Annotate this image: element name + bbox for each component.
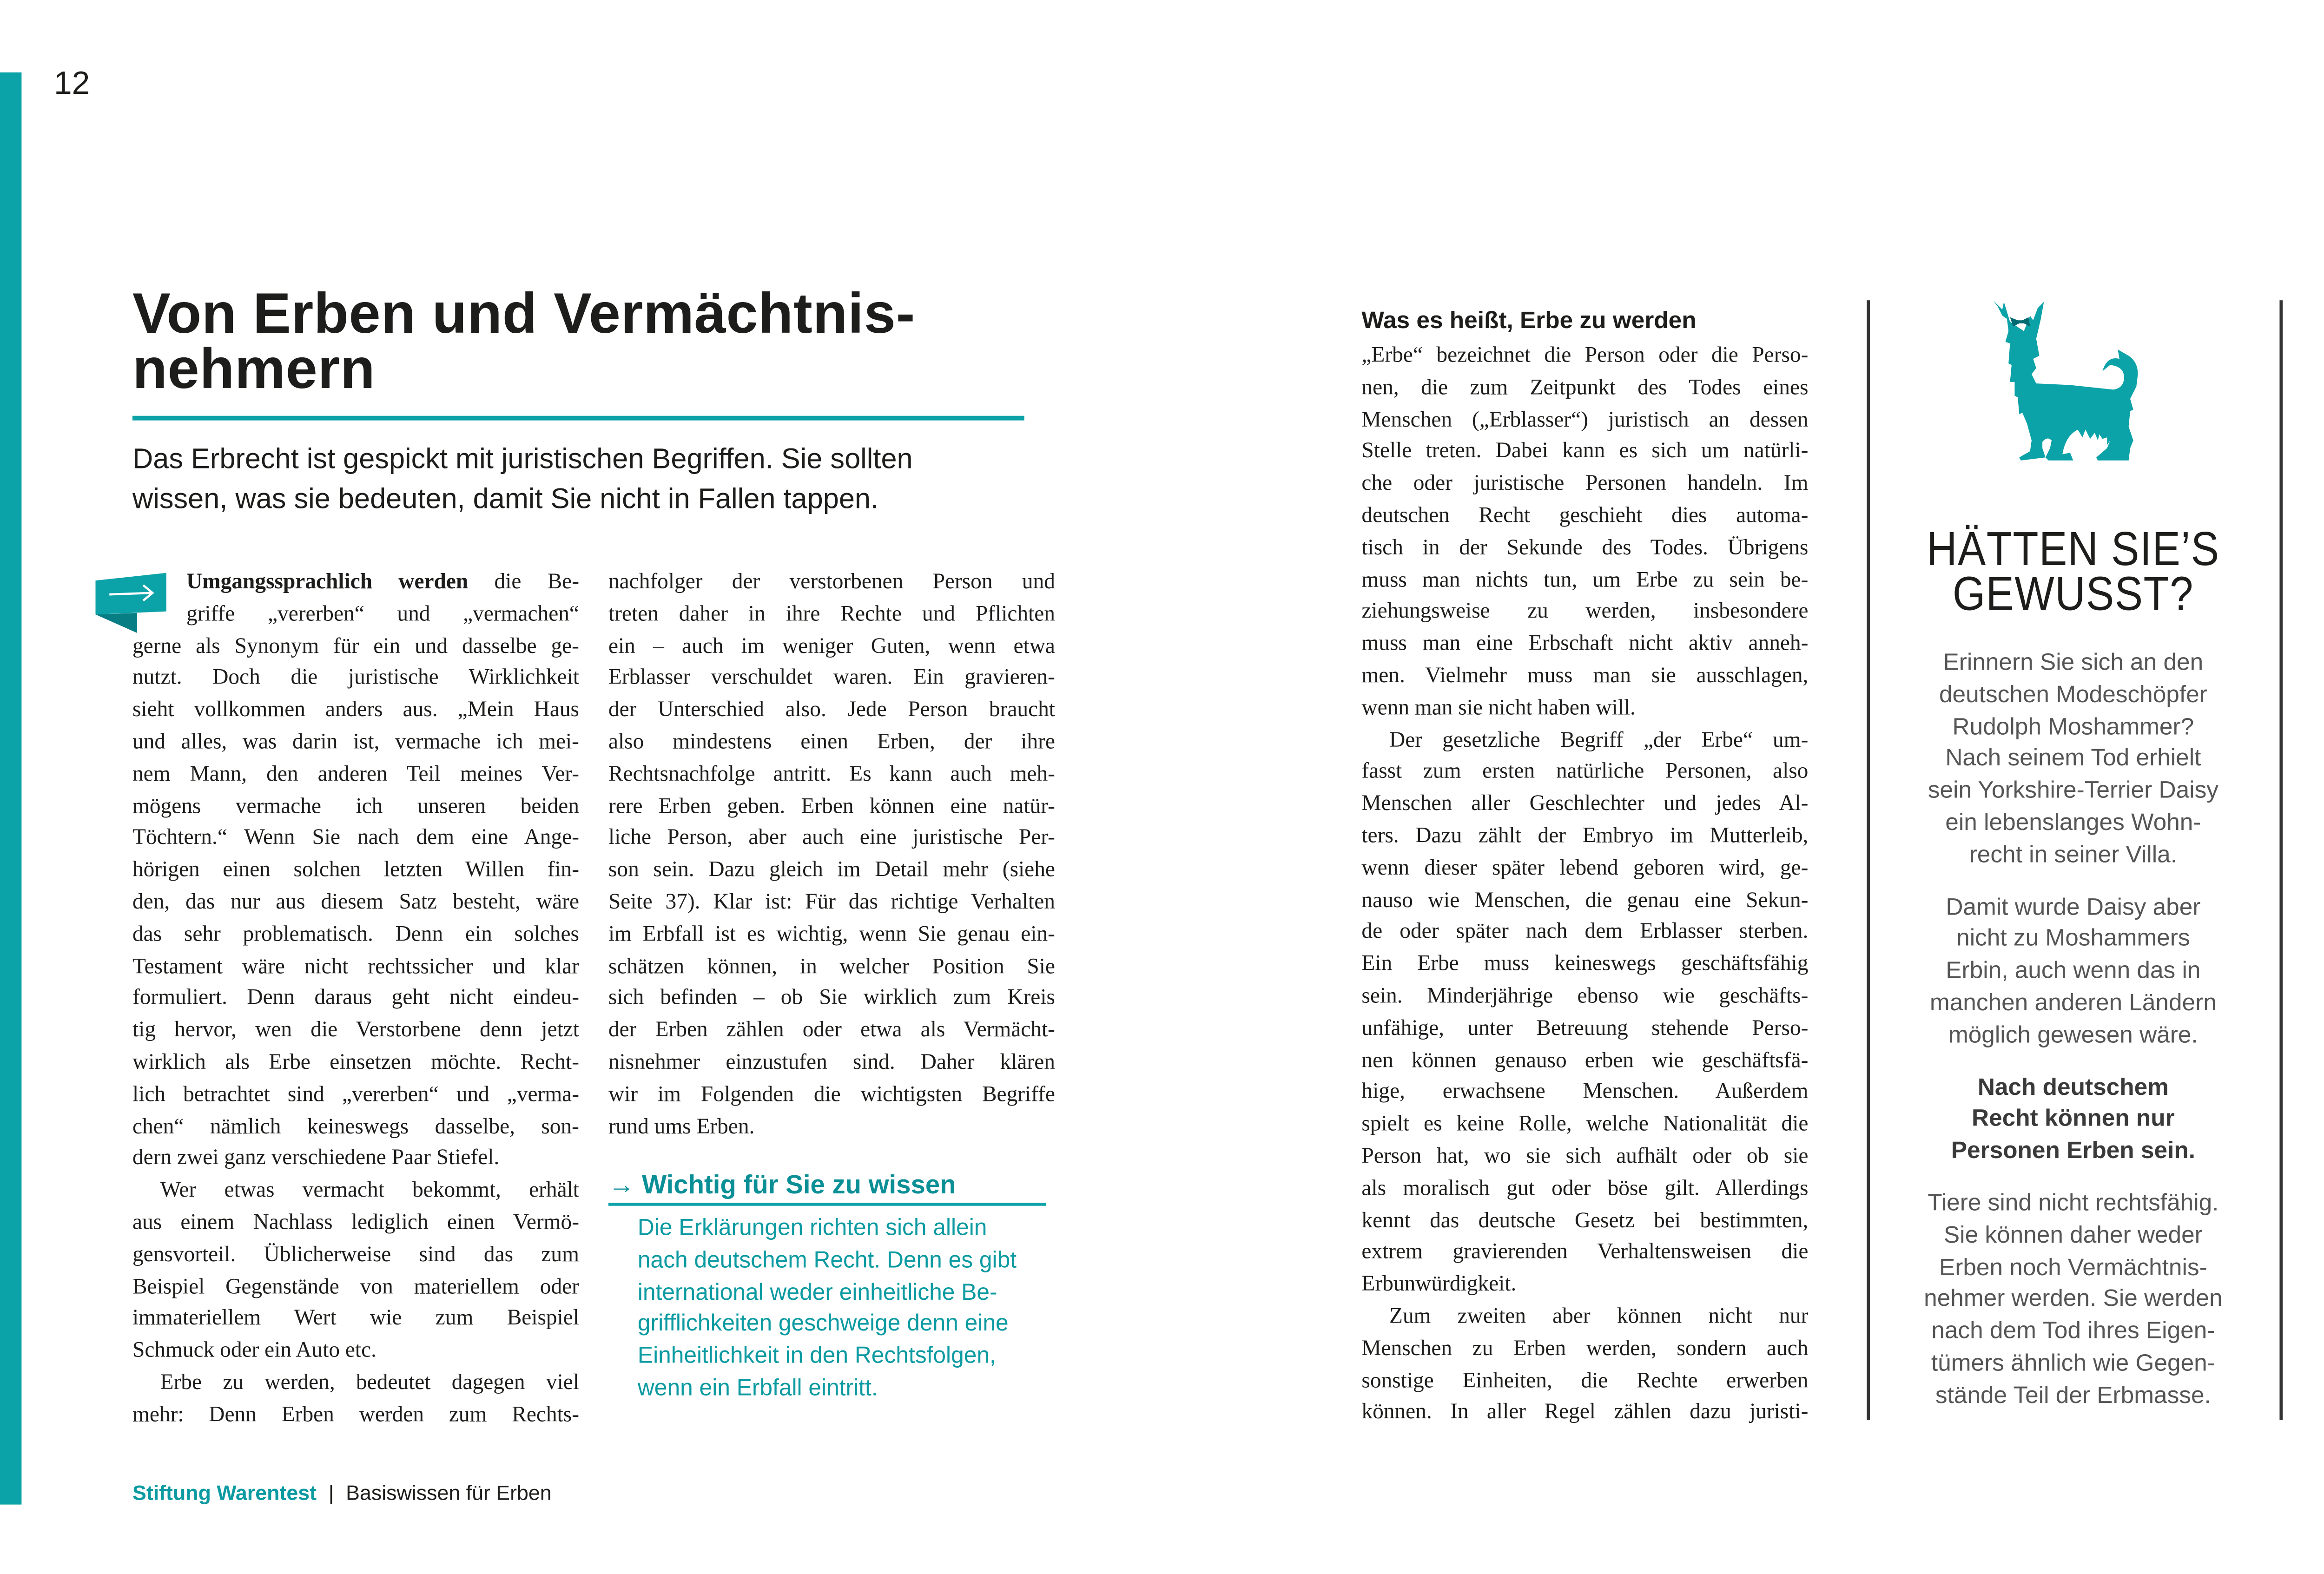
- text-line-content: Person hat, wo sie sich aufhält oder ob sie: [1361, 1144, 1809, 1169]
- text-line-content: also mindestens einen Erben, der ihre: [608, 730, 1055, 755]
- sidebar-highlight: [1882, 1073, 2264, 1169]
- sidebar-line: Recht können nur: [1972, 1106, 2175, 1133]
- text-line-content: nisnehmer einzustufen sind. Daher klären: [608, 1050, 1055, 1075]
- sidebar-line: nicht zu Moshammers: [1956, 926, 2190, 953]
- text-line: [608, 983, 1055, 1015]
- sidebar-paragraph: [1882, 648, 2264, 872]
- text-line: [608, 695, 1055, 727]
- text-line: [608, 759, 1055, 791]
- text-line-content: Menschen aller Geschlechter und jedes Al-: [1361, 791, 1809, 817]
- right-column: [1361, 340, 1808, 1429]
- text-line: [132, 1304, 579, 1336]
- text-line-content: extrem gravierenden Verhaltensweisen die: [1361, 1240, 1809, 1265]
- text-line: [1361, 340, 1808, 372]
- text-line: [132, 1399, 579, 1431]
- title-line: Von Erben und Vermächtnis-: [132, 282, 916, 345]
- text-line-content: gerne als Synonym für ein und dasselbe ge-: [132, 633, 579, 659]
- text-line-content: sonstige Einheiten, die Rechte erwerben: [1361, 1368, 1809, 1393]
- text-line: [1361, 372, 1808, 404]
- text-line: [1361, 1269, 1808, 1301]
- text-line-content: sein. Minderjährige ebenso wie geschäfts-: [1361, 984, 1809, 1009]
- left-column-1: [132, 566, 579, 1431]
- text-line-content: mögens vermache ich unseren beiden: [132, 794, 579, 819]
- section-heading: Was es heißt, Erbe zu werden: [1361, 308, 1697, 335]
- text-line-content: nen können genauso erben wie geschäftsfä-: [1361, 1048, 1809, 1073]
- page-number-left: 12: [53, 66, 90, 102]
- text-line-content: nem Mann, den anderen Teil meines Ver-: [132, 762, 579, 787]
- text-line: [608, 566, 1055, 599]
- sidebar-text: [1882, 648, 2264, 1433]
- text-line-content: griffe „vererben“ und „vermachen“: [186, 602, 579, 627]
- text-line-content: ein – auch im weniger Guten, wenn etwa: [608, 633, 1055, 659]
- text-line-content: im Erbfall ist es wichtig, wenn Sie genau ein-: [608, 922, 1055, 947]
- text-line: [132, 1047, 579, 1079]
- text-line: [132, 599, 579, 631]
- sidebar-line: nach dem Tod ihres Eigen-: [1931, 1318, 2215, 1345]
- text-line-content: das sehr problematisch. Denn ein solches: [132, 922, 579, 947]
- text-line: [1361, 853, 1808, 885]
- info-box-heading: [608, 1170, 956, 1201]
- sidebar-line: Nach seinem Tod erhielt: [1945, 746, 2201, 772]
- sidebar-line: deutschen Modeschöpfer: [1939, 682, 2207, 708]
- title-line: nehmern: [132, 337, 376, 401]
- text-line: [1361, 821, 1808, 853]
- text-line: [608, 599, 1055, 631]
- text-line: [1361, 1045, 1808, 1077]
- text-line-content: können. In aller Regel zählen dazu juristi-: [1361, 1400, 1809, 1425]
- text-line-content: aus einem Nachlass lediglich einen Vermö-: [132, 1210, 579, 1235]
- text-line: [132, 791, 579, 823]
- text-line: [132, 1143, 579, 1175]
- text-line: [1361, 1397, 1808, 1429]
- sidebar-line: Erbin, auch wenn das in: [1946, 958, 2201, 985]
- text-line-content: sieht vollkommen anders aus. „Mein Haus: [132, 698, 579, 723]
- text-line: [132, 663, 579, 695]
- title-underline: [132, 416, 1024, 421]
- sidebar-line: stände Teil der Erbmasse.: [1935, 1382, 2211, 1409]
- footer: [132, 1482, 552, 1505]
- text-line-content: rere Erben geben. Erben können eine natür-: [608, 794, 1055, 819]
- text-line: [132, 951, 579, 983]
- text-line-content: Schmuck oder ein Auto etc.: [132, 1338, 376, 1363]
- sidebar-line: möglich gewesen wäre.: [1948, 1022, 2198, 1048]
- text-line-content: wenn dieser später lebend geboren wird, ge-: [1361, 856, 1809, 881]
- text-line-content: formuliert. Denn daraus geht nicht eindeu-: [132, 986, 579, 1011]
- text-line-content: kennt das deutsche Gesetz bei bestimmten,: [1361, 1208, 1809, 1233]
- text-line: [132, 887, 579, 919]
- sidebar-line: sein Yorkshire-Terrier Daisy: [1928, 778, 2218, 804]
- sidebar-line: Erben noch Vermächtnis-: [1939, 1254, 2207, 1281]
- text-line: [1361, 1237, 1808, 1269]
- text-line-content: treten daher in ihre Rechte und Pflichten: [608, 602, 1055, 627]
- text-line: [132, 1111, 579, 1143]
- text-line-content: Menschen zu Erben werden, sondern auch: [1361, 1336, 1809, 1361]
- sidebar-line: Tiere sind nicht rechtsfähig.: [1928, 1190, 2219, 1217]
- text-line: [1361, 949, 1808, 981]
- intro-bold: Umgangssprachlich werden: [186, 570, 469, 595]
- text-line: [1361, 565, 1808, 597]
- info-box-line: nach deutschem Recht. Denn es gibt: [637, 1247, 1017, 1273]
- text-line: [608, 919, 1055, 951]
- text-line: [608, 1111, 1055, 1143]
- text-line: [1361, 597, 1808, 629]
- info-box-line: Einheitlichkeit in den Rechtsfolgen,: [637, 1343, 996, 1370]
- text-line-content: Der gesetzliche Begriff „der Erbe“ um-: [1389, 727, 1809, 752]
- text-line: [608, 1047, 1055, 1079]
- text-line: [1361, 1301, 1808, 1333]
- text-line: [132, 727, 579, 759]
- text-line: [608, 951, 1055, 983]
- text-line-content: Stelle treten. Dabei kann es sich um natürli-: [1361, 439, 1809, 464]
- text-line: [132, 566, 579, 599]
- sidebar-paragraph: [1882, 893, 2264, 1053]
- text-line: [608, 631, 1055, 663]
- text-line: [608, 887, 1055, 919]
- text-line: [1361, 1141, 1808, 1173]
- sidebar-line: ein lebenslanges Wohn-: [1945, 810, 2201, 836]
- text-line: [132, 1271, 579, 1304]
- yorkshire-terrier-icon: [1978, 297, 2170, 461]
- text-line: [1361, 981, 1808, 1013]
- text-line: [608, 823, 1055, 855]
- text-line-content: de oder später nach dem Erblasser sterben.: [1361, 920, 1809, 945]
- text-line: [132, 983, 579, 1015]
- text-line: [608, 855, 1055, 887]
- text-line-content: Beispiel Gegenstände von materiellem oder: [132, 1274, 579, 1299]
- text-line: [608, 1015, 1055, 1047]
- text-line: [1361, 533, 1808, 565]
- footer-brand: Stiftung Warentest: [132, 1481, 317, 1505]
- sidebar-heading-line: GEWUSST?: [1952, 566, 2194, 621]
- text-line: [608, 727, 1055, 759]
- left-column-2: [608, 566, 1055, 1143]
- text-line: [608, 1079, 1055, 1111]
- text-line: [608, 791, 1055, 823]
- text-line-content: Rechtsnachfolge antritt. Es kann auch meh-: [608, 762, 1055, 787]
- text-line: [1361, 1173, 1808, 1205]
- text-line-content: deutschen Recht geschieht dies automa-: [1361, 503, 1809, 528]
- text-line-content: Zum zweiten aber können nicht nur: [1389, 1304, 1809, 1329]
- sidebar-line: manchen anderen Ländern: [1929, 990, 2217, 1017]
- text-line-content: Erbunwürdigkeit.: [1361, 1272, 1517, 1297]
- text-line-content: Wer etwas vermacht bekommt, erhält: [160, 1178, 579, 1203]
- text-line-content: wirklich als Erbe einsetzen möchte. Recht-: [132, 1050, 579, 1075]
- text-line-content: che oder juristische Personen handeln. Im: [1361, 471, 1809, 496]
- text-line-content: den, das nur aus diesem Satz besteht, wäre: [132, 890, 579, 915]
- sidebar-line: recht in seiner Villa.: [1969, 842, 2178, 869]
- page-title: [132, 282, 1088, 401]
- text-line-content: muss man eine Erbschaft nicht aktiv anneh-: [1361, 632, 1809, 657]
- text-line: [132, 855, 579, 887]
- sidebar-line: Personen Erben sein.: [1951, 1138, 2195, 1165]
- text-line: [132, 1079, 579, 1111]
- text-line-content: hige, erwachsene Menschen. Außerdem: [1361, 1080, 1809, 1105]
- text-line-content: gensvorteil. Üblicherweise sind das zum: [132, 1242, 579, 1267]
- text-line-content: schätzen können, in welcher Position Sie: [608, 954, 1055, 979]
- info-box-title: Wichtig für Sie zu wissen: [641, 1170, 956, 1200]
- text-line: [1361, 1077, 1808, 1109]
- text-line: [1361, 436, 1808, 468]
- text-line: [132, 759, 579, 791]
- text-line: [132, 695, 579, 727]
- info-box-line: grifflichkeiten geschweige denn eine: [637, 1311, 1009, 1337]
- text-line: [1361, 724, 1808, 757]
- text-line: [132, 919, 579, 951]
- text-line-content: Erbe zu werden, bedeutet dagegen viel: [160, 1370, 579, 1396]
- lead-line: wissen, was sie bedeuten, damit Sie nicht in Fallen tappen.: [132, 482, 879, 514]
- lead-line: Das Erbrecht ist gespickt mit juristischen Begriffen. Sie sollten: [132, 442, 913, 474]
- text-line: [1361, 692, 1808, 724]
- text-line-content: nauso wie Menschen, die genau eine Sekun-: [1361, 888, 1809, 913]
- text-line-content: rund ums Erben.: [608, 1114, 755, 1139]
- text-line-content: sich befinden – ob Sie wirklich zum Kreis: [608, 986, 1055, 1011]
- sidebar-line: Nach deutschem: [1977, 1074, 2169, 1100]
- text-line: [132, 1367, 579, 1399]
- sidebar-line: Sie können daher weder: [1943, 1222, 2203, 1249]
- text-line: [1361, 629, 1808, 661]
- sidebar-paragraph: [1882, 1189, 2264, 1413]
- text-line: [1361, 1333, 1808, 1365]
- sidebar-line: nehmer werden. Sie werden: [1924, 1286, 2223, 1313]
- text-line: [1361, 1205, 1808, 1237]
- text-line-content: liche Person, aber auch eine juristische Per-: [608, 826, 1055, 851]
- text-line: [132, 1239, 579, 1271]
- lead-paragraph: [132, 439, 1056, 519]
- text-line: [1361, 757, 1808, 789]
- text-line: [132, 1015, 579, 1047]
- text-line-content: nutzt. Doch die juristische Wirklichkeit: [132, 665, 579, 691]
- text-line: [132, 631, 579, 663]
- sidebar-line: Erinnern Sie sich an den: [1943, 650, 2204, 676]
- text-line-content: der Unterschied also. Jede Person braucht: [608, 698, 1055, 723]
- text-line-content: „Erbe“ bezeichnet die Person oder die Perso-: [1361, 343, 1809, 368]
- sidebar-line: tümers ähnlich wie Gegen-: [1931, 1350, 2215, 1377]
- info-box-text: [638, 1213, 1017, 1406]
- sidebar-border-left: [1867, 300, 1869, 1420]
- text-line: [1361, 1013, 1808, 1045]
- info-box-line: international weder einheitliche Be-: [637, 1279, 997, 1305]
- text-line-content: die Be-: [494, 570, 579, 595]
- text-line: [132, 1175, 579, 1207]
- sidebar-border-right: [2279, 300, 2282, 1420]
- text-line-content: wenn man sie nicht haben will.: [1361, 696, 1636, 721]
- text-line-content: lich betrachtet sind „vererben“ und „verma-: [132, 1082, 579, 1107]
- text-line-content: und alles, was darin ist, vermache ich mei-: [132, 730, 579, 755]
- text-line-content: Ein Erbe muss keineswegs geschäftsfähig: [1361, 952, 1809, 977]
- text-line-content: Menschen („Erblasser“) juristisch an dessen: [1361, 407, 1809, 432]
- text-line-content: son sein. Dazu gleich im Detail mehr (siehe: [608, 858, 1055, 883]
- text-line-content: der Erben zählen oder etwa als Vermächt-: [608, 1018, 1055, 1043]
- text-line: [1361, 789, 1808, 821]
- text-line-content: als moralisch gut oder böse gilt. Allerdings: [1361, 1176, 1809, 1201]
- sidebar-line: Rudolph Moshammer?: [1952, 714, 2194, 740]
- text-line-content: mehr: Denn Erben werden zum Rechts-: [132, 1402, 579, 1427]
- text-line-content: Töchtern.“ Wenn Sie nach dem eine Ange-: [132, 826, 579, 851]
- text-line: [1361, 661, 1808, 693]
- text-line-content: muss man nichts tun, um Erbe zu sein be-: [1361, 567, 1809, 593]
- text-line-content: Testament wäre nicht rechtssicher und klar: [132, 954, 579, 979]
- text-line-content: dern zwei ganz verschiedene Paar Stiefel.: [132, 1146, 500, 1171]
- text-line-content: wir im Folgenden die wichtigsten Begriffe: [608, 1082, 1055, 1107]
- text-line-content: tisch in der Sekunde des Todes. Übrigens: [1361, 535, 1809, 560]
- text-line-content: tig hervor, wen die Verstorbene denn jetzt: [132, 1018, 579, 1043]
- info-box-line: wenn ein Erbfall eintritt.: [637, 1375, 878, 1402]
- text-line-content: Seite 37). Klar ist: Für das richtige Verhalten: [608, 890, 1055, 915]
- text-line: [132, 1335, 579, 1367]
- info-box-line: Die Erklärungen richten sich allein: [637, 1215, 987, 1241]
- sidebar-heading-line: HÄTTEN SIE’S: [1927, 522, 2220, 576]
- text-line-content: nen, die zum Zeitpunkt des Todes eines: [1361, 375, 1809, 400]
- text-line-content: unfähige, unter Betreuung stehende Perso-: [1361, 1016, 1809, 1041]
- text-line: [132, 823, 579, 855]
- text-line: [1361, 917, 1808, 949]
- text-line: [1361, 1109, 1808, 1141]
- footer-book-title: Basiswissen für Erben: [346, 1481, 552, 1505]
- sidebar-line: Damit wurde Daisy aber: [1946, 894, 2201, 921]
- text-line: [1361, 885, 1808, 917]
- text-line: [1361, 1365, 1808, 1397]
- text-line-content: chen“ nämlich keineswegs dasselbe, son-: [132, 1114, 579, 1139]
- text-line-content: nachfolger der verstorbenen Person und: [608, 570, 1055, 595]
- text-line-content: fasst zum ersten natürliche Personen, also: [1361, 759, 1809, 784]
- text-line-content: immateriellem Wert wie zum Beispiel: [132, 1306, 579, 1331]
- text-line-content: spielt es keine Rolle, welche Nationalität die: [1361, 1112, 1809, 1137]
- text-line-content: Erblasser verschuldet waren. Ein gravieren-: [608, 665, 1055, 691]
- text-line-content: ters. Dazu zählt der Embryo im Mutterleib,: [1361, 823, 1809, 849]
- text-line: [1361, 501, 1808, 533]
- text-line-content: hörigen einen solchen letzten Willen fin-: [132, 858, 579, 883]
- info-box-underline: [608, 1203, 1046, 1206]
- text-line-content: ziehungsweise zu werden, insbesondere: [1361, 599, 1809, 625]
- arrow-right-icon: →: [608, 1170, 635, 1200]
- left-edge-bar: [0, 72, 21, 1505]
- text-line: [1361, 404, 1808, 436]
- text-line: [1361, 468, 1808, 501]
- text-line: [608, 663, 1055, 695]
- text-line: [132, 1207, 579, 1239]
- sidebar-heading: [1905, 522, 2241, 621]
- footer-separator: |: [328, 1481, 334, 1505]
- text-line-content: men. Vielmehr muss man sie ausschlagen,: [1361, 664, 1809, 689]
